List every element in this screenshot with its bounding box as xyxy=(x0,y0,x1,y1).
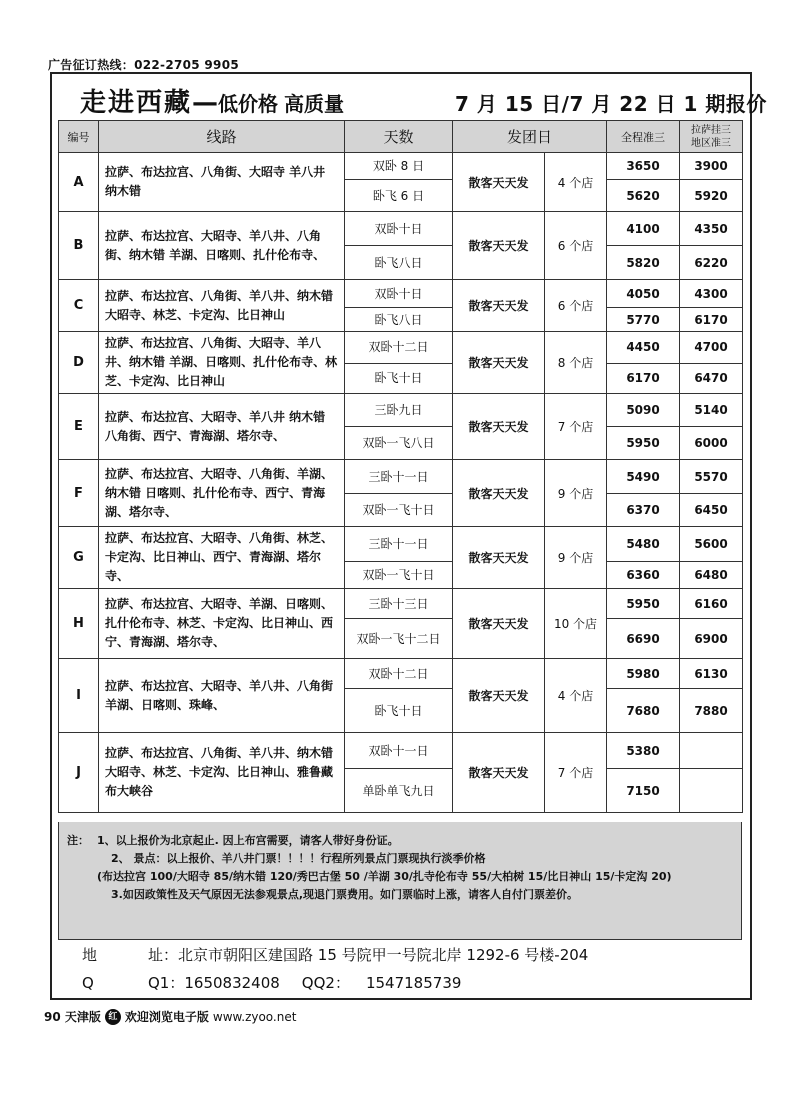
table-row xyxy=(59,212,743,246)
row-price-lhasa-2: 6000 xyxy=(680,427,743,460)
row-code: E xyxy=(59,394,99,460)
row-price-full-2: 7680 xyxy=(607,689,680,733)
page-title xyxy=(80,82,344,119)
header-departure: 发团日 xyxy=(453,121,607,153)
row-price-full-1: 5950 xyxy=(607,589,680,619)
row-route: 拉萨、布达拉宫、大昭寺、羊八井、八角街、纳木错 羊湖、日喀则、扎什伦布寺、 xyxy=(99,212,345,280)
row-days-option-1: 双卧十二日 xyxy=(345,659,453,689)
row-departure: 散客天天发 xyxy=(453,659,545,733)
title-dash: — xyxy=(192,88,219,118)
row-days-option-1: 三卧十三日 xyxy=(345,589,453,619)
note-line-2: 2、 景点：以上报价、羊八井门票！！！！行程所列景点门票现执行淡季价格 xyxy=(111,852,486,865)
footer-url[interactable]: www.zyoo.net xyxy=(212,1009,297,1024)
row-price-lhasa-2: 7880 xyxy=(680,689,743,733)
row-price-lhasa-2: 6450 xyxy=(680,494,743,527)
header-days: 天数 xyxy=(345,121,453,153)
row-route: 拉萨、布达拉宫、大昭寺、羊八井 纳木错 八角街、西宁、青海湖、塔尔寺、 xyxy=(99,394,345,460)
row-days-option-1: 三卧九日 xyxy=(345,394,453,427)
header-price-lhasa: 拉萨挂三 地区准三 xyxy=(680,121,743,153)
qq1-number: 1650832408 xyxy=(184,974,280,992)
row-code: D xyxy=(59,332,99,394)
header-route: 线路 xyxy=(99,121,345,153)
page-number: 90 天津版 xyxy=(44,1010,101,1024)
row-days-option-2: 卧飞八日 xyxy=(345,308,453,332)
row-code: J xyxy=(59,733,99,813)
row-price-full-2: 6690 xyxy=(607,619,680,659)
row-days-option-1: 三卧十一日 xyxy=(345,527,453,562)
address-text: 北京市朝阳区建国路 15 号院甲一号院北岸 1292-6 号楼-204 xyxy=(178,946,589,964)
row-price-full-1: 5490 xyxy=(607,460,680,494)
row-departure: 散客天天发 xyxy=(453,527,545,589)
row-departure: 散客天天发 xyxy=(453,733,545,813)
row-departure: 散客天天发 xyxy=(453,280,545,332)
row-code: B xyxy=(59,212,99,280)
row-route: 拉萨、布达拉宫、大昭寺、羊湖、日喀则、扎什伦布寺、林芝、卡定沟、比日神山、西宁、青海湖、塔尔寺、 xyxy=(99,589,345,659)
row-price-lhasa-2: 5920 xyxy=(680,180,743,212)
row-departure: 散客天天发 xyxy=(453,153,545,212)
row-price-full-2: 6370 xyxy=(607,494,680,527)
table-row xyxy=(59,527,743,562)
header-price-full: 全程准三 xyxy=(607,121,680,153)
row-price-lhasa-1: 4300 xyxy=(680,280,743,308)
row-route: 拉萨、布达拉宫、大昭寺、八角街、林芝、卡定沟、比日神山、西宁、青海湖、塔尔寺、 xyxy=(99,527,345,589)
table-row xyxy=(59,659,743,689)
row-days-option-1: 双卧十二日 xyxy=(345,332,453,364)
table-row xyxy=(59,153,743,180)
row-price-full-2: 5950 xyxy=(607,427,680,460)
row-departure: 散客天天发 xyxy=(453,212,545,280)
table-header-row xyxy=(59,121,743,153)
row-price-full-2: 6360 xyxy=(607,561,680,588)
row-price-lhasa-2: 6220 xyxy=(680,246,743,280)
row-price-lhasa-2: 6170 xyxy=(680,308,743,332)
row-code: C xyxy=(59,280,99,332)
row-days-option-2: 卧飞十日 xyxy=(345,689,453,733)
title-sub: 低价格 xyxy=(218,92,279,116)
note-line-4: 3.如因政策性及天气原因无法参观景点,现退门票费用。如门票临时上涨，请客人自付门票差价。 xyxy=(111,888,579,901)
row-days-option-2: 卧飞十日 xyxy=(345,363,453,393)
row-route: 拉萨、布达拉宫、大昭寺、八角街、羊湖、纳木错 日喀则、扎什伦布寺、西宁、青海湖、塔尔寺、 xyxy=(99,460,345,527)
row-price-full-1: 5980 xyxy=(607,659,680,689)
row-days-option-1: 双卧十日 xyxy=(345,280,453,308)
row-stores: 7 个店 xyxy=(545,733,607,813)
row-stores: 9 个店 xyxy=(545,460,607,527)
row-price-lhasa-1: 4700 xyxy=(680,332,743,364)
table-row xyxy=(59,589,743,619)
row-stores: 8 个店 xyxy=(545,332,607,394)
row-price-full-2: 5820 xyxy=(607,246,680,280)
row-stores: 4 个店 xyxy=(545,153,607,212)
row-price-lhasa-1: 6130 xyxy=(680,659,743,689)
red-logo-icon: 红 xyxy=(105,1009,121,1025)
title-sub2: 高质量 xyxy=(284,92,345,116)
row-departure: 散客天天发 xyxy=(453,460,545,527)
row-price-full-2: 5620 xyxy=(607,180,680,212)
notes-label: 注： xyxy=(67,834,89,847)
row-price-full-2: 5770 xyxy=(607,308,680,332)
row-days-option-2: 卧飞 6 日 xyxy=(345,180,453,212)
row-stores: 4 个店 xyxy=(545,659,607,733)
table-row xyxy=(59,733,743,769)
row-stores: 6 个店 xyxy=(545,280,607,332)
table-row xyxy=(59,460,743,494)
row-days-option-1: 三卧十一日 xyxy=(345,460,453,494)
row-days-option-2: 单卧单飞九日 xyxy=(345,769,453,813)
contact-qq: Q Q1：1650832408 QQ2： 1547185739 xyxy=(82,974,462,992)
row-price-lhasa-1: 5570 xyxy=(680,460,743,494)
row-price-full-1: 4050 xyxy=(607,280,680,308)
row-stores: 6 个店 xyxy=(545,212,607,280)
row-price-lhasa-1: 3900 xyxy=(680,153,743,180)
row-stores: 7 个店 xyxy=(545,394,607,460)
row-stores: 10 个店 xyxy=(545,589,607,659)
row-price-lhasa-2: 6900 xyxy=(680,619,743,659)
row-code: A xyxy=(59,153,99,212)
price-period: 7 月 15 日/7 月 22 日 1 期报价 xyxy=(455,92,767,116)
row-route: 拉萨、布达拉宫、八角街、大昭寺、羊八井、纳木错 羊湖、日喀则、扎什伦布寺、林芝、卡定沟、比日神山 xyxy=(99,332,345,394)
row-price-full-1: 3650 xyxy=(607,153,680,180)
footer-welcome: 欢迎浏览电子版 xyxy=(124,1010,209,1024)
row-price-full-1: 4450 xyxy=(607,332,680,364)
table-row xyxy=(59,332,743,364)
row-price-full-1: 5380 xyxy=(607,733,680,769)
row-price-lhasa-1: 4350 xyxy=(680,212,743,246)
row-days-option-2: 双卧一飞十二日 xyxy=(345,619,453,659)
row-days-option-2: 双卧一飞十日 xyxy=(345,494,453,527)
row-stores: 9 个店 xyxy=(545,527,607,589)
price-table xyxy=(58,120,743,813)
row-code: F xyxy=(59,460,99,527)
row-price-lhasa-1: 5600 xyxy=(680,527,743,562)
page-footer xyxy=(44,1008,296,1025)
qq2-number: 1547185739 xyxy=(365,974,462,992)
row-days-option-1: 双卧 8 日 xyxy=(345,153,453,180)
title-main: 走进西藏 xyxy=(80,88,193,118)
row-days-option-2: 双卧一飞八日 xyxy=(345,427,453,460)
row-price-full-1: 5090 xyxy=(607,394,680,427)
row-code: G xyxy=(59,527,99,589)
contact-address: 地 址：北京市朝阳区建国路 15 号院甲一号院北岸 1292-6 号楼-204 xyxy=(82,946,589,964)
row-code: I xyxy=(59,659,99,733)
row-price-lhasa-2: 6470 xyxy=(680,363,743,393)
notes-box xyxy=(58,822,742,940)
table-row xyxy=(59,280,743,308)
table-row xyxy=(59,394,743,427)
ad-hotline: 广告征订热线：022-2705 9905 xyxy=(48,58,240,72)
row-price-full-1: 5480 xyxy=(607,527,680,562)
row-price-lhasa-1: 5140 xyxy=(680,394,743,427)
row-price-lhasa-1 xyxy=(680,733,743,769)
row-price-full-2: 7150 xyxy=(607,769,680,813)
row-route: 拉萨、布达拉宫、大昭寺、羊八井、八角街羊湖、日喀则、珠峰、 xyxy=(99,659,345,733)
row-price-lhasa-2 xyxy=(680,769,743,813)
note-line-3: (布达拉宫 100/大昭寺 85/纳木错 120/秀巴古堡 50 /羊湖 30/扎寺伦布寺 55/大柏树 15/比日神山 15/卡定沟 20) xyxy=(97,870,672,883)
note-line-1: 1、以上报价为北京起止. 因上布宫需要，请客人带好身份证。 xyxy=(97,834,399,847)
row-price-lhasa-1: 6160 xyxy=(680,589,743,619)
row-days-option-1: 双卧十一日 xyxy=(345,733,453,769)
row-code: H xyxy=(59,589,99,659)
row-route: 拉萨、布达拉宫、八角街、大昭寺 羊八井 纳木错 xyxy=(99,153,345,212)
row-route: 拉萨、布达拉宫、八角街、羊八井、纳木错 大昭寺、林芝、卡定沟、比日神山、雅鲁藏布大峡谷 xyxy=(99,733,345,813)
header-code: 编号 xyxy=(59,121,99,153)
row-days-option-1: 双卧十日 xyxy=(345,212,453,246)
row-route: 拉萨、布达拉宫、八角街、羊八井、纳木错 大昭寺、林芝、卡定沟、比日神山 xyxy=(99,280,345,332)
row-departure: 散客天天发 xyxy=(453,589,545,659)
row-price-lhasa-2: 6480 xyxy=(680,561,743,588)
row-price-full-2: 6170 xyxy=(607,363,680,393)
row-departure: 散客天天发 xyxy=(453,332,545,394)
row-days-option-2: 双卧一飞十日 xyxy=(345,561,453,588)
row-departure: 散客天天发 xyxy=(453,394,545,460)
row-days-option-2: 卧飞八日 xyxy=(345,246,453,280)
row-price-full-1: 4100 xyxy=(607,212,680,246)
